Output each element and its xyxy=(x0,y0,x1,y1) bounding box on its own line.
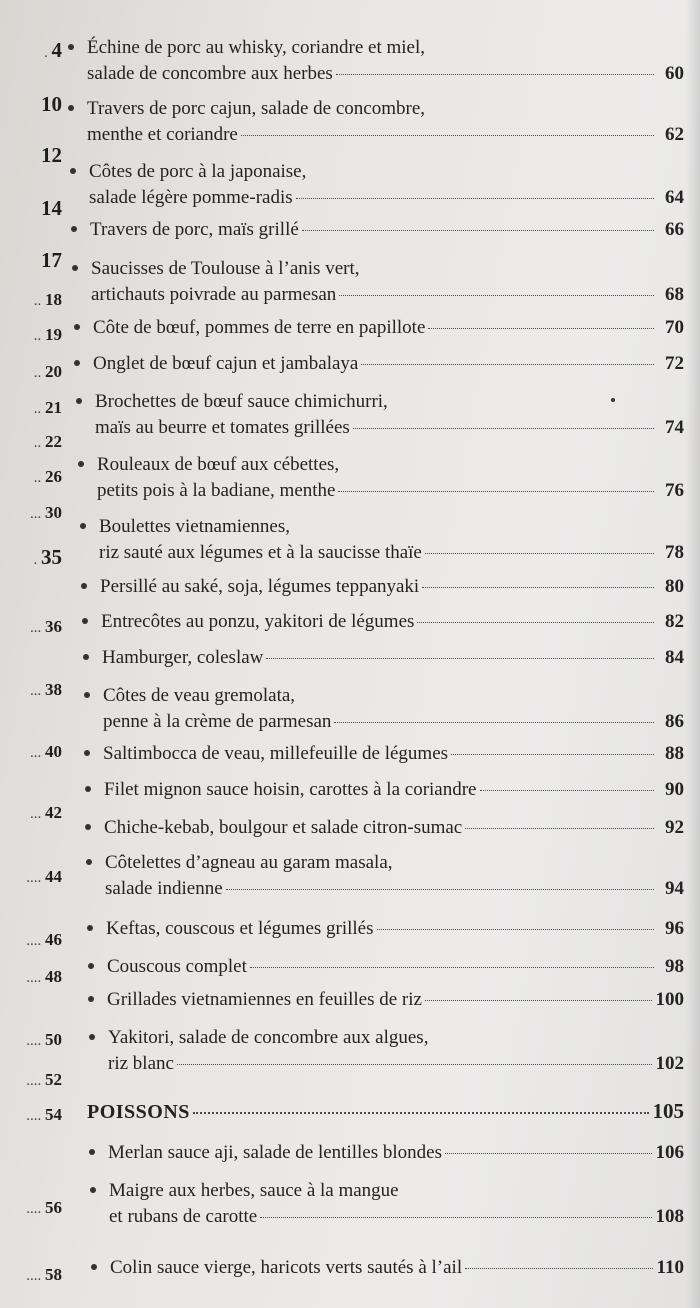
toc-entry[interactable] xyxy=(101,609,684,635)
toc-entry-title: Colin sauce vierge, haricots verts sautés à l’ail xyxy=(110,1257,463,1278)
left-page-number xyxy=(0,617,62,637)
toc-entry-line xyxy=(104,777,684,803)
toc-entry-title: Onglet de bœuf cajun et jambalaya xyxy=(93,353,359,374)
toc-entry-title: Côtes de veau gremolata, xyxy=(103,685,296,706)
left-number-leader: ... xyxy=(30,745,45,761)
toc-entry-title: Rouleaux de bœuf aux cébettes, xyxy=(97,454,340,475)
left-number-leader: .. xyxy=(33,435,45,451)
bullet-icon xyxy=(80,523,86,529)
left-page-number xyxy=(0,1265,62,1285)
left-number-value: 44 xyxy=(45,867,62,886)
toc-page-number: 62 xyxy=(665,124,684,145)
toc-entry[interactable] xyxy=(100,574,684,600)
left-page-number xyxy=(0,143,62,168)
toc-entry[interactable] xyxy=(106,916,684,942)
toc-entry[interactable] xyxy=(107,954,684,980)
toc-entry-title: Grillades vietnamiennes en feuilles de riz xyxy=(107,989,422,1010)
left-number-value: 18 xyxy=(45,290,62,309)
section-title: POISSONS xyxy=(87,1101,190,1123)
toc-entry-line xyxy=(108,1051,684,1077)
toc-page-number: 78 xyxy=(665,542,684,563)
toc-entry-line xyxy=(105,850,684,876)
section-page-number: 105 xyxy=(652,1099,684,1123)
toc-entry-title: Brochettes de bœuf sauce chimichurri, xyxy=(95,391,388,412)
bullet-icon xyxy=(85,786,91,792)
dot-leader xyxy=(425,553,654,554)
left-page-number xyxy=(0,196,62,221)
bullet-icon xyxy=(68,105,74,111)
dot-leader xyxy=(465,828,654,829)
bullet-icon xyxy=(82,618,88,624)
left-page-number xyxy=(0,248,62,273)
left-page-number xyxy=(0,467,62,487)
left-number-leader: . xyxy=(33,552,41,568)
toc-page-number: 110 xyxy=(656,1257,684,1278)
toc-entry-title: Filet mignon sauce hoisin, carottes à la coriandre xyxy=(104,779,477,800)
section-heading-poissons[interactable] xyxy=(87,1098,684,1125)
toc-entry-line xyxy=(99,514,684,540)
toc-page-number: 100 xyxy=(655,989,684,1010)
left-page-number xyxy=(0,930,62,950)
toc-entry[interactable] xyxy=(90,217,684,243)
dot-leader xyxy=(377,929,654,930)
dot-leader xyxy=(445,1153,652,1154)
section-heading-line xyxy=(87,1098,684,1125)
toc-page-number: 68 xyxy=(665,284,684,305)
left-page-number xyxy=(0,545,62,570)
dot-leader xyxy=(296,198,654,199)
toc-entry-title: Travers de porc cajun, salade de concombre, xyxy=(87,98,426,119)
toc-entry-title: Côtes de porc à la japonaise, xyxy=(89,161,307,182)
toc-entry-line xyxy=(100,574,684,600)
left-number-leader: .... xyxy=(26,1108,45,1124)
left-page-numbers-column xyxy=(0,0,66,1308)
dot-leader xyxy=(425,1000,652,1001)
left-number-value: 52 xyxy=(45,1070,62,1089)
toc-entry[interactable] xyxy=(99,514,684,566)
toc-entry-title: salade légère pomme-radis xyxy=(89,187,293,208)
bullet-icon xyxy=(68,44,74,50)
left-number-value: 50 xyxy=(45,1030,62,1049)
toc-page-number: 92 xyxy=(665,817,684,838)
toc-entry-title: Merlan sauce aji, salade de lentilles blondes xyxy=(108,1142,442,1163)
toc-page-number: 66 xyxy=(665,219,684,240)
left-page-number xyxy=(0,1198,62,1218)
bullet-icon xyxy=(89,1034,95,1040)
toc-entry-title: Hamburger, coleslaw xyxy=(102,647,264,668)
left-number-value: 20 xyxy=(45,362,62,381)
toc-entry-title: Persillé au saké, soja, légumes teppanyaki xyxy=(100,576,420,597)
left-number-leader: ... xyxy=(30,683,45,699)
left-number-leader: .... xyxy=(26,970,45,986)
toc-entry-title: penne à la crème de parmesan xyxy=(103,711,332,732)
left-page-number xyxy=(0,325,62,345)
dot-leader xyxy=(465,1268,652,1269)
left-number-value: 4 xyxy=(51,38,62,62)
toc-entry-line xyxy=(109,1204,684,1230)
toc-entry-title: petits pois à la badiane, menthe xyxy=(97,480,336,501)
dot-leader xyxy=(336,74,654,75)
toc-entry-line xyxy=(87,122,684,148)
left-number-value: 10 xyxy=(41,92,62,116)
left-number-value: 14 xyxy=(41,196,62,220)
toc-page-number: 96 xyxy=(665,918,684,939)
toc-entry-line xyxy=(97,452,684,478)
left-number-value: 48 xyxy=(45,967,62,986)
dot-leader xyxy=(428,328,654,329)
dot-leader xyxy=(417,622,654,623)
toc-entry-line xyxy=(95,389,684,415)
left-number-leader: .... xyxy=(26,1073,45,1089)
bullet-icon xyxy=(90,1187,96,1193)
left-page-number xyxy=(0,38,62,63)
toc-entry-line xyxy=(97,478,684,504)
bullet-icon xyxy=(86,859,92,865)
left-number-value: 38 xyxy=(45,680,62,699)
bullet-icon xyxy=(81,583,87,589)
left-page-number xyxy=(0,503,62,523)
toc-entry-line xyxy=(99,540,684,566)
toc-entry-line xyxy=(90,217,684,243)
toc-entry-line xyxy=(102,645,684,671)
dot-leader xyxy=(353,428,654,429)
dot-leader xyxy=(250,967,654,968)
dot-leader xyxy=(260,1217,651,1218)
left-number-leader: . xyxy=(44,45,52,61)
left-page-number xyxy=(0,432,62,452)
toc-entry-line xyxy=(106,916,684,942)
toc-entry-title: Keftas, couscous et légumes grillés xyxy=(106,918,374,939)
toc-entry-line xyxy=(103,741,684,767)
bullet-icon xyxy=(70,168,76,174)
left-number-value: 58 xyxy=(45,1265,62,1284)
toc-entry-line xyxy=(109,1178,684,1204)
toc-page-number: 94 xyxy=(665,878,684,899)
left-number-value: 42 xyxy=(45,803,62,822)
toc-entry-line xyxy=(95,415,684,441)
left-page-number xyxy=(0,867,62,887)
left-number-value: 19 xyxy=(45,325,62,344)
toc-page-number: 70 xyxy=(665,317,684,338)
toc-entry-title: salade indienne xyxy=(105,878,223,899)
toc-entry[interactable] xyxy=(87,35,684,87)
left-number-value: 46 xyxy=(45,930,62,949)
left-page-number xyxy=(0,803,62,823)
dot-leader xyxy=(241,135,654,136)
left-number-value: 12 xyxy=(41,143,62,167)
toc-entry-title: artichauts poivrade au parmesan xyxy=(91,284,337,305)
toc-entry-line xyxy=(93,315,684,341)
bullet-icon xyxy=(91,1264,97,1270)
left-number-value: 56 xyxy=(45,1198,62,1217)
left-number-leader: .... xyxy=(26,870,45,886)
dot-leader xyxy=(339,295,654,296)
left-number-leader: ... xyxy=(30,806,45,822)
left-number-value: 26 xyxy=(45,467,62,486)
toc-page-number: 90 xyxy=(665,779,684,800)
left-number-value: 40 xyxy=(45,742,62,761)
left-page-number xyxy=(0,290,62,310)
bullet-icon xyxy=(89,1149,95,1155)
toc-entry-title: maïs au beurre et tomates grillées xyxy=(95,417,350,438)
toc-entry-line xyxy=(103,683,684,709)
left-number-value: 36 xyxy=(45,617,62,636)
bullet-icon xyxy=(84,750,90,756)
bullet-icon xyxy=(72,265,78,271)
toc-entry-line xyxy=(91,282,684,308)
toc-entry[interactable] xyxy=(93,351,684,377)
toc-entry-line xyxy=(110,1255,684,1281)
toc-entry-title: Couscous complet xyxy=(107,956,247,977)
toc-entry-line xyxy=(107,954,684,980)
dot-leader xyxy=(226,889,654,890)
bullet-icon xyxy=(87,925,93,931)
bullet-icon xyxy=(88,996,94,1002)
toc-page-number: 64 xyxy=(665,187,684,208)
bullet-icon xyxy=(83,654,89,660)
left-number-value: 54 xyxy=(45,1105,62,1124)
toc-entry[interactable] xyxy=(93,315,684,341)
toc-page-number: 72 xyxy=(665,353,684,374)
left-number-leader: .. xyxy=(33,293,45,309)
dot-leader xyxy=(334,722,654,723)
bullet-icon xyxy=(74,360,80,366)
bullet-icon xyxy=(78,461,84,467)
dot-leader xyxy=(451,754,654,755)
toc-entry-line xyxy=(91,256,684,282)
toc-entry[interactable] xyxy=(105,850,684,902)
toc-entry[interactable] xyxy=(103,683,684,735)
toc-entry-line xyxy=(87,61,684,87)
left-number-leader: ... xyxy=(30,620,45,636)
bullet-icon xyxy=(88,963,94,969)
toc-entry-line xyxy=(87,96,684,122)
toc-entry-title: Boulettes vietnamiennes, xyxy=(99,516,291,537)
toc-page-number: 74 xyxy=(665,417,684,438)
toc-entry-line xyxy=(104,815,684,841)
toc-page-number: 82 xyxy=(665,611,684,632)
left-number-value: 17 xyxy=(41,248,62,272)
toc-page-number: 86 xyxy=(665,711,684,732)
toc-entry-title: menthe et coriandre xyxy=(87,124,238,145)
dot-leader xyxy=(177,1064,652,1065)
toc-entry-title: Saltimbocca de veau, millefeuille de légumes xyxy=(103,743,449,764)
left-number-leader: .. xyxy=(33,470,45,486)
toc-entry[interactable] xyxy=(97,452,684,504)
dot-leader xyxy=(338,491,654,492)
dot-leader xyxy=(266,658,654,659)
toc-entry-line xyxy=(107,987,684,1013)
left-page-number xyxy=(0,680,62,700)
toc-entry-title: Échine de porc au whisky, coriandre et miel, xyxy=(87,37,426,58)
toc-entry-line xyxy=(103,709,684,735)
left-page-number xyxy=(0,1030,62,1050)
toc-entry-title: salade de concombre aux herbes xyxy=(87,63,333,84)
left-number-value: 35 xyxy=(41,545,62,569)
toc-entry[interactable] xyxy=(108,1025,684,1077)
toc-entry-line xyxy=(101,609,684,635)
stray-mark xyxy=(611,398,615,402)
left-page-number xyxy=(0,742,62,762)
toc-entry-title: Saucisses de Toulouse à l’anis vert, xyxy=(91,258,360,279)
toc-entry[interactable] xyxy=(103,741,684,767)
bullet-icon xyxy=(74,324,80,330)
dot-leader xyxy=(193,1112,649,1114)
bullet-icon xyxy=(71,226,77,232)
toc-entry[interactable] xyxy=(102,645,684,671)
toc-entry-line xyxy=(87,35,684,61)
bullet-icon xyxy=(76,398,82,404)
left-number-leader: .. xyxy=(33,328,45,344)
toc-entry[interactable] xyxy=(91,256,684,308)
toc-entry[interactable] xyxy=(95,389,684,441)
toc-entry-title: Côte de bœuf, pommes de terre en papillote xyxy=(93,317,426,338)
dot-leader xyxy=(422,587,654,588)
toc-page-number: 102 xyxy=(655,1053,684,1074)
left-number-leader: ... xyxy=(30,506,45,522)
toc-entry-title: Entrecôtes au ponzu, yakitori de légumes xyxy=(101,611,415,632)
toc-entry-title: Travers de porc, maïs grillé xyxy=(90,219,299,240)
left-page-number xyxy=(0,362,62,382)
toc-page-number: 98 xyxy=(665,956,684,977)
toc-entry-title: riz blanc xyxy=(108,1053,174,1074)
dot-leader xyxy=(480,790,655,791)
toc-page-number: 76 xyxy=(665,480,684,501)
toc-entry-line xyxy=(89,159,684,185)
toc-entry[interactable] xyxy=(107,987,684,1013)
left-page-number xyxy=(0,1070,62,1090)
toc-entry-line xyxy=(108,1025,684,1051)
left-number-value: 21 xyxy=(45,398,62,417)
toc-entry-title: et rubans de carotte xyxy=(109,1206,258,1227)
left-number-value: 22 xyxy=(45,432,62,451)
toc-entry[interactable] xyxy=(89,159,684,211)
toc-page-number: 108 xyxy=(655,1206,684,1227)
toc-entry[interactable] xyxy=(110,1255,684,1281)
left-number-leader: .. xyxy=(33,365,45,381)
left-number-leader: .. xyxy=(33,401,45,417)
toc-entry[interactable] xyxy=(104,777,684,803)
left-number-leader: .... xyxy=(26,933,45,949)
dot-leader xyxy=(361,364,654,365)
page-edge-shadow xyxy=(686,0,700,1308)
toc-entry-line xyxy=(105,876,684,902)
left-number-leader: .... xyxy=(26,1268,45,1284)
bullet-icon xyxy=(85,824,91,830)
toc-entry[interactable] xyxy=(108,1140,684,1166)
bullet-icon xyxy=(84,692,90,698)
toc-entry-title: riz sauté aux légumes et à la saucisse thaïe xyxy=(99,542,422,563)
left-number-value: 30 xyxy=(45,503,62,522)
toc-entry[interactable] xyxy=(104,815,684,841)
left-page-number xyxy=(0,967,62,987)
toc-page-number: 88 xyxy=(665,743,684,764)
toc-entry-line xyxy=(93,351,684,377)
left-page-number xyxy=(0,92,62,117)
toc-entry-line xyxy=(108,1140,684,1166)
toc-page-number: 60 xyxy=(665,63,684,84)
toc-entry-title: Chiche-kebab, boulgour et salade citron-sumac xyxy=(104,817,463,838)
left-page-number xyxy=(0,1105,62,1125)
toc-entry-title: Yakitori, salade de concombre aux algues, xyxy=(108,1027,429,1048)
toc-entry[interactable] xyxy=(109,1178,684,1230)
toc-page-number: 80 xyxy=(665,576,684,597)
toc-page-number: 106 xyxy=(655,1142,684,1163)
toc-entry-title: Côtelettes d’agneau au garam masala, xyxy=(105,852,393,873)
toc-page-number: 84 xyxy=(665,647,684,668)
toc-entry[interactable] xyxy=(87,96,684,148)
toc-entry-line xyxy=(89,185,684,211)
left-page-number xyxy=(0,398,62,418)
dot-leader xyxy=(302,230,654,231)
toc-entry-title: Maigre aux herbes, sauce à la mangue xyxy=(109,1180,399,1201)
left-number-leader: .... xyxy=(26,1033,45,1049)
left-number-leader: .... xyxy=(26,1201,45,1217)
